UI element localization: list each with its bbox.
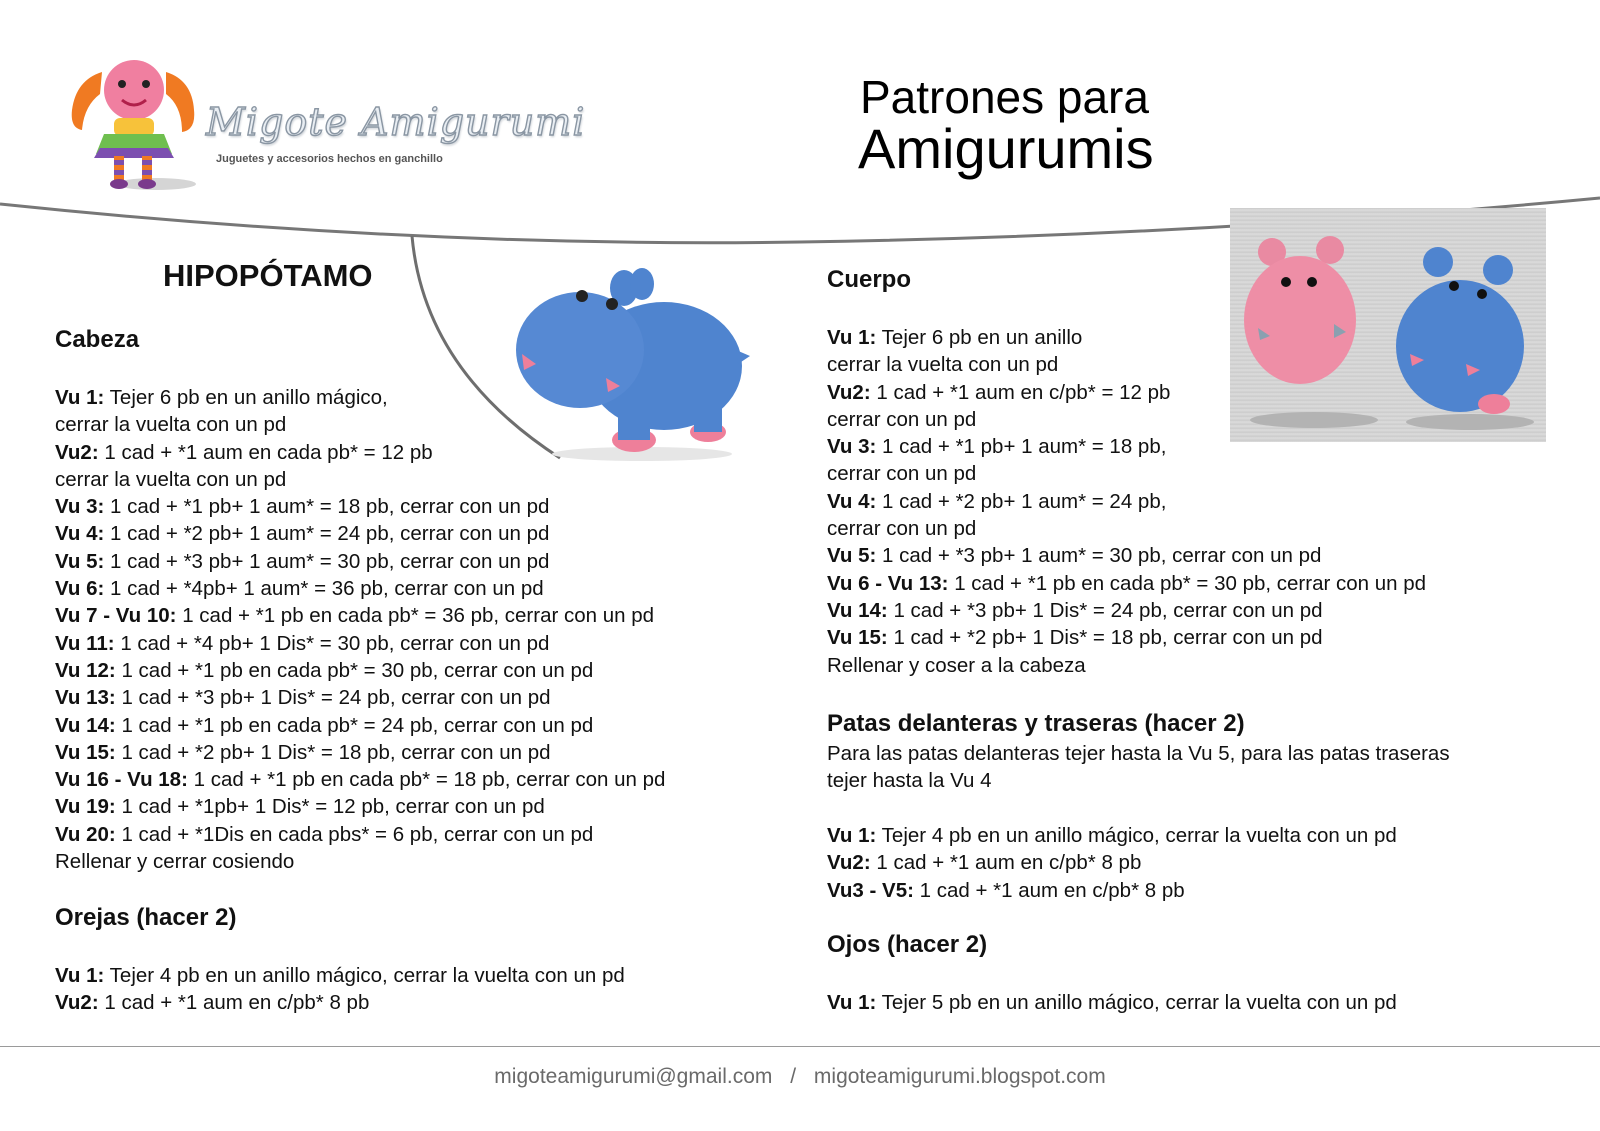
instruction-line: Vu3 - V5: 1 cad + *1 aum en c/pb* 8 pb xyxy=(827,878,1185,902)
instruction-line: Vu 3: 1 cad + *1 pb+ 1 aum* = 18 pb, cerrar con un pd xyxy=(55,495,550,519)
instruction-line: Vu 1: Tejer 6 pb en un anillo mágico, xyxy=(55,386,388,409)
doll-logo-icon xyxy=(64,54,204,194)
instruction-line: Vu 20: 1 cad + *1Dis en cada pbs* = 6 pb, cerrar con un pd xyxy=(55,822,594,846)
header-title-line1: Patrones para xyxy=(860,71,1149,123)
instruction-line: cerrar la vuelta con un pd xyxy=(55,467,287,491)
instruction-line: Vu 6 - Vu 13: 1 cad + *1 pb en cada pb* = 30 pb, cerrar con un pd xyxy=(827,571,1427,595)
footer-divider xyxy=(0,1046,1600,1047)
patas-intro-line: Para las patas delanteras tejer hasta la Vu 5, para las patas traseras xyxy=(827,742,1450,765)
instruction-line: Vu 12: 1 cad + *1 pb en cada pb* = 30 pb, cerrar con un pd xyxy=(55,658,594,682)
footer-blog-link[interactable]: migoteamigurumi.blogspot.com xyxy=(813,1065,1106,1088)
orejas-instructions xyxy=(55,962,625,1017)
patas-instructions xyxy=(827,822,1397,904)
instruction-line: cerrar la vuelta con un pd xyxy=(827,353,1059,377)
footer-separator: / xyxy=(790,1065,797,1088)
instruction-line: Vu 15: 1 cad + *2 pb+ 1 Dis* = 18 pb, cerrar con un pd xyxy=(55,740,551,764)
instruction-line: Vu 16 - Vu 18: 1 cad + *1 pb en cada pb* = 18 pb, cerrar con un pd xyxy=(55,768,666,792)
section-heading-orejas: Orejas (hacer 2) xyxy=(55,904,237,931)
logo-tagline: Juguetes y accesorios hechos en ganchillo xyxy=(216,153,443,165)
section-heading-cabeza: Cabeza xyxy=(55,326,140,353)
instruction-line: Vu 3: 1 cad + *1 pb+ 1 aum* = 18 pb, xyxy=(827,435,1167,459)
footer-contact xyxy=(0,1065,1600,1089)
instruction-line: Vu 5: 1 cad + *3 pb+ 1 aum* = 30 pb, cerrar con un pd xyxy=(55,549,550,573)
instruction-line: Vu 6: 1 cad + *4pb+ 1 aum* = 36 pb, cerrar con un pd xyxy=(55,577,544,601)
section-heading-ojos: Ojos (hacer 2) xyxy=(827,931,988,958)
ojos-instructions xyxy=(827,989,1397,1016)
instruction-line: Vu 14: 1 cad + *1 pb en cada pb* = 24 pb, cerrar con un pd xyxy=(55,713,594,737)
instruction-line: Vu 5: 1 cad + *3 pb+ 1 aum* = 30 pb, cerrar con un pd xyxy=(827,544,1322,568)
instruction-line: Vu2: 1 cad + *1 aum en c/pb* 8 pb xyxy=(55,991,370,1015)
header-title-line2: Amigurumis xyxy=(858,117,1154,180)
instruction-line: Vu2: 1 cad + *1 aum en cada pb* = 12 pb xyxy=(55,440,433,464)
instruction-line: Vu 1: Tejer 6 pb en un anillo xyxy=(827,326,1083,349)
instruction-line: cerrar con un pd xyxy=(827,517,977,541)
logo-name: Migote Amigurumi xyxy=(206,100,586,144)
footer-email-link[interactable]: migoteamigurumi@gmail.com xyxy=(494,1065,773,1088)
instruction-line: Vu 1: Tejer 5 pb en un anillo mágico, cerrar la vuelta con un pd xyxy=(827,991,1397,1014)
instruction-line: Vu 19: 1 cad + *1pb+ 1 Dis* = 12 pb, cerrar con un pd xyxy=(55,795,545,819)
instruction-line: Vu 7 - Vu 10: 1 cad + *1 pb en cada pb* = 36 pb, cerrar con un pd xyxy=(55,604,655,628)
instruction-line: cerrar la vuelta con un pd xyxy=(55,413,287,437)
instruction-line: Vu 4: 1 cad + *2 pb+ 1 aum* = 24 pb, xyxy=(827,489,1167,513)
instruction-line: Rellenar y coser a la cabeza xyxy=(827,653,1086,677)
patas-intro xyxy=(827,740,1450,795)
instruction-line: Vu 11: 1 cad + *4 pb+ 1 Dis* = 30 pb, cerrar con un pd xyxy=(55,631,550,655)
instruction-line: cerrar con un pd xyxy=(827,462,977,486)
instruction-line: cerrar con un pd xyxy=(827,407,977,431)
instruction-line: Vu 13: 1 cad + *3 pb+ 1 Dis* = 24 pb, cerrar con un pd xyxy=(55,686,551,710)
instruction-line: Vu 4: 1 cad + *2 pb+ 1 aum* = 24 pb, cerrar con un pd xyxy=(55,522,550,546)
cabeza-instructions xyxy=(55,384,665,875)
instruction-line: Rellenar y cerrar cosiendo xyxy=(55,850,295,874)
pattern-title: HIPOPÓTAMO xyxy=(163,258,373,293)
instruction-line: Vu 14: 1 cad + *3 pb+ 1 Dis* = 24 pb, cerrar con un pd xyxy=(827,598,1323,622)
patas-intro-line: tejer hasta la Vu 4 xyxy=(827,769,992,793)
instruction-line: Vu2: 1 cad + *1 aum en c/pb* = 12 pb xyxy=(827,380,1171,404)
instruction-line: Vu 15: 1 cad + *2 pb+ 1 Dis* = 18 pb, cerrar con un pd xyxy=(827,626,1323,650)
instruction-line: Vu2: 1 cad + *1 aum en c/pb* 8 pb xyxy=(827,851,1142,875)
section-heading-patas: Patas delanteras y traseras (hacer 2) xyxy=(827,710,1245,737)
instruction-line: Vu 1: Tejer 4 pb en un anillo mágico, cerrar la vuelta con un pd xyxy=(55,964,625,987)
instruction-line: Vu 1: Tejer 4 pb en un anillo mágico, cerrar la vuelta con un pd xyxy=(827,824,1397,847)
section-heading-cuerpo: Cuerpo xyxy=(827,266,911,293)
cuerpo-instructions xyxy=(827,324,1426,679)
